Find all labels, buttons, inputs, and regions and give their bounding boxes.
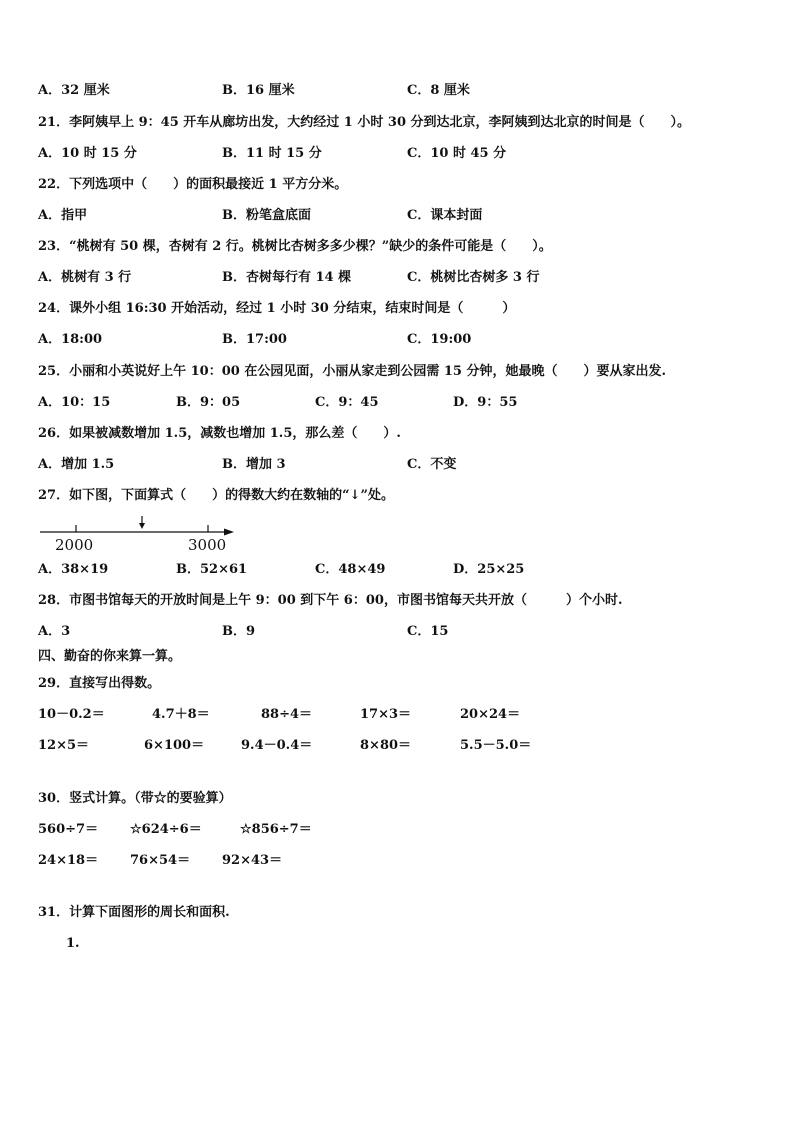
q30-item: 76×54＝: [130, 853, 191, 868]
q31-question: 31．计算下面图形的周长和面积.: [38, 905, 230, 920]
q30-item: ☆856÷7＝: [240, 822, 312, 837]
q22-option-a: A．指甲: [38, 208, 88, 223]
q25-option-c: C．9：45: [315, 395, 379, 410]
q24-option-c: C．19:00: [407, 332, 472, 347]
q30-item: ☆624÷6＝: [130, 822, 202, 837]
q23-option-b: B．杏树每行有 14 棵: [222, 270, 352, 285]
q29-item: 8×80＝: [360, 738, 412, 753]
q31-subitem-1: 1.: [66, 936, 80, 951]
q29-question: 29．直接写出得数。: [38, 676, 161, 691]
q25-question: 25．小丽和小英说好上午 10：00 在公园见面，小丽从家走到公园需 15 分钟，她最晚（ ）要从家出发.: [38, 364, 666, 379]
q21-option-c: C．10 时 45 分: [407, 146, 507, 161]
q28-option-b: B．9: [222, 624, 256, 639]
label-3000: 3000: [188, 536, 227, 554]
q27-question: 27．如下图，下面算式（ ）的得数大约在数轴的“↓”处。: [38, 488, 394, 503]
q24-question: 24．课外小组 16:30 开始活动，经过 1 小时 30 分结束，结束时间是（ ）: [38, 301, 516, 316]
q29-item: 9.4－0.4＝: [241, 738, 313, 753]
q21-option-b: B．11 时 15 分: [222, 146, 322, 161]
q26-option-a: A．增加 1.5: [38, 457, 115, 472]
q21-question: 21．李阿姨早上 9：45 开车从廊坊出发，大约经过 1 小时 30 分到达北京，李阿姨到达北京的时间是（ ）。: [38, 115, 691, 130]
q29-item: 4.7＋8＝: [152, 707, 210, 722]
q25-option-a: A．10：15: [38, 395, 111, 410]
q24-option-b: B．17:00: [222, 332, 287, 347]
q30-item: 560÷7＝: [38, 822, 99, 837]
down-arrow-head: [139, 523, 145, 529]
q28-option-a: A．3: [38, 624, 71, 639]
q30-item: 92×43＝: [222, 853, 283, 868]
q30-item: 24×18＝: [38, 853, 99, 868]
q20-option-b: B．16 厘米: [222, 83, 295, 98]
q23-option-a: A．桃树有 3 行: [38, 270, 132, 285]
q29-item: 17×3＝: [360, 707, 412, 722]
q23-option-c: C．桃树比杏树多 3 行: [407, 270, 540, 285]
q29-item: 20×24＝: [460, 707, 521, 722]
q22-question: 22．下列选项中（ ）的面积最接近 1 平方分米。: [38, 177, 348, 192]
number-line-figure: [38, 516, 238, 554]
q25-option-d: D．9：55: [453, 395, 518, 410]
q25-option-b: B．9：05: [176, 395, 241, 410]
q29-item: 6×100＝: [144, 738, 205, 753]
q22-option-c: C．课本封面: [407, 208, 483, 223]
q26-option-b: B．增加 3: [222, 457, 286, 472]
q22-option-b: B．粉笔盒底面: [222, 208, 311, 223]
section-4-title: 四、勤奋的你来算一算。: [38, 649, 182, 664]
q23-question: 23．“桃树有 50 棵，杏树有 2 行。桃树比杏树多多少棵？”缺少的条件可能是（ ）。: [38, 239, 552, 254]
q26-option-c: C．不变: [407, 457, 457, 472]
q29-item: 12×5＝: [38, 738, 90, 753]
number-line-arrowhead: [224, 529, 234, 536]
q24-option-a: A．18:00: [38, 332, 103, 347]
q27-option-b: B．52×61: [176, 562, 248, 577]
q20-option-a: A．32 厘米: [38, 83, 110, 98]
q29-item: 88÷4＝: [261, 707, 313, 722]
q27-option-c: C．48×49: [315, 562, 386, 577]
q29-item: 10－0.2＝: [38, 707, 105, 722]
q27-option-a: A．38×19: [38, 562, 109, 577]
label-2000: 2000: [55, 536, 94, 554]
q28-question: 28．市图书馆每天的开放时间是上午 9：00 到下午 6：00，市图书馆每天共开放（ ）个小时.: [38, 593, 623, 608]
q21-option-a: A．10 时 15 分: [38, 146, 137, 161]
q20-option-c: C．8 厘米: [407, 83, 470, 98]
q28-option-c: C．15: [407, 624, 449, 639]
q27-option-d: D．25×25: [453, 562, 525, 577]
q30-question: 30．竖式计算。（带☆的要验算）: [38, 791, 232, 806]
q29-item: 5.5－5.0＝: [460, 738, 532, 753]
q26-question: 26．如果被减数增加 1.5，减数也增加 1.5，那么差（ ）.: [38, 426, 401, 441]
